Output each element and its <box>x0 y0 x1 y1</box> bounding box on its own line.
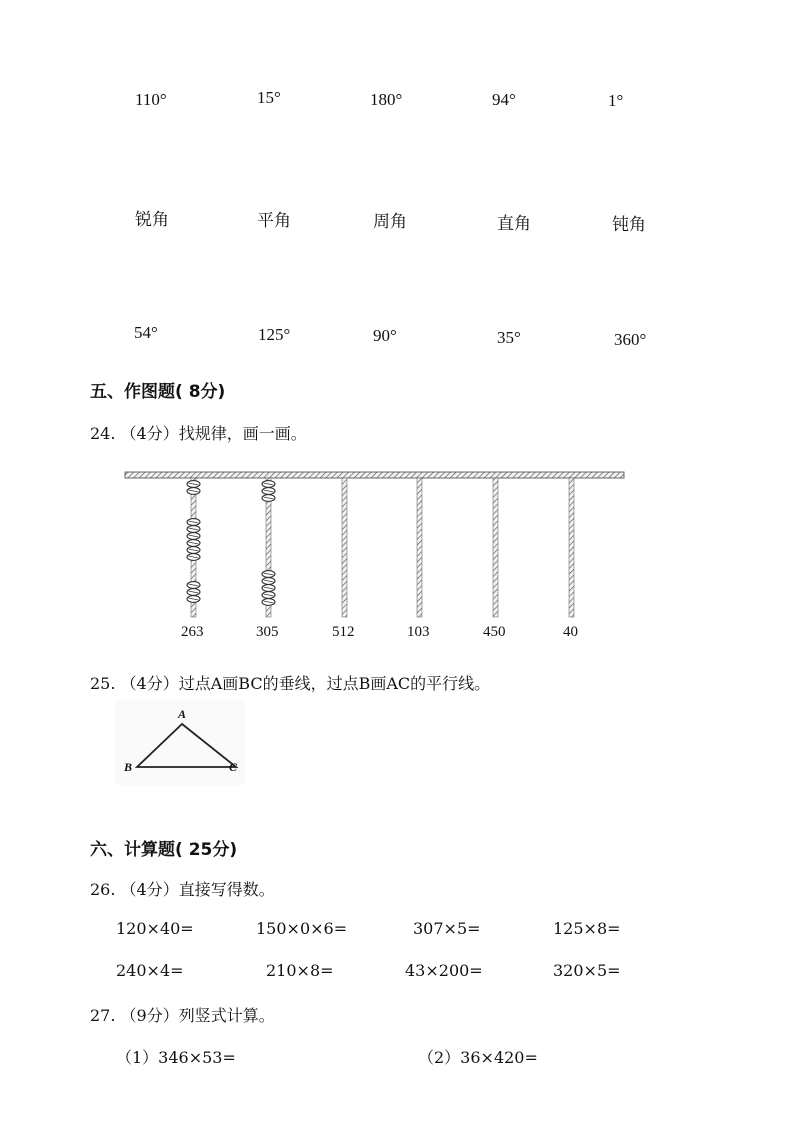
abacus-number: 263 <box>181 624 204 640</box>
vertical-calc-item: （1）346×53= <box>116 1048 236 1067</box>
question-24: 24. （4分）找规律，画一画。 <box>90 424 307 443</box>
calc-item: 307×5= <box>413 919 481 938</box>
angle-type: 钝角 <box>612 215 646 235</box>
calc-item: 120×40= <box>116 919 194 938</box>
angle-value: 125° <box>258 325 291 344</box>
abacus-number: 103 <box>407 624 430 640</box>
angle-value: 90° <box>373 326 397 345</box>
abacus-rods <box>191 478 574 617</box>
calc-item: 125×8= <box>553 919 621 938</box>
abacus-number: 305 <box>256 624 279 640</box>
angle-value: 1° <box>608 91 624 110</box>
vertex-c-label: C <box>229 760 238 774</box>
section-title: 五、作图题( 8分) <box>90 382 226 402</box>
abacus-number: 512 <box>332 624 355 640</box>
question-25: 25. （4分）过点A画BC的垂线，过点B画AC的平行线。 <box>90 674 491 693</box>
angle-value: 35° <box>497 328 521 347</box>
abacus-number: 450 <box>483 624 506 640</box>
calc-item: 150×0×6= <box>256 919 348 938</box>
calc-item: 320×5= <box>553 961 621 980</box>
question-27: 27. （9分）列竖式计算。 <box>90 1006 275 1025</box>
angle-value: 360° <box>614 330 647 349</box>
calc-item: 240×4= <box>116 961 184 980</box>
angle-value: 180° <box>370 90 403 109</box>
vertex-a-label: A <box>178 707 187 721</box>
angle-type: 平角 <box>257 211 291 231</box>
abacus-bar <box>125 472 624 478</box>
question-26: 26. （4分）直接写得数。 <box>90 880 275 899</box>
abacus-number: 40 <box>563 624 578 640</box>
angle-type: 直角 <box>497 214 531 234</box>
angle-type: 周角 <box>373 212 407 232</box>
angle-value: 54° <box>134 323 158 342</box>
calc-item: 210×8= <box>266 961 334 980</box>
section-title: 六、计算题( 25分) <box>90 840 238 860</box>
calc-item: 43×200= <box>405 961 483 980</box>
angle-value: 94° <box>492 90 516 109</box>
vertex-b-label: B <box>124 760 133 774</box>
angle-type: 锐角 <box>135 210 169 230</box>
vertical-calc-item: （2）36×420= <box>418 1048 538 1067</box>
angle-value: 110° <box>135 90 167 109</box>
angle-value: 15° <box>257 88 281 107</box>
